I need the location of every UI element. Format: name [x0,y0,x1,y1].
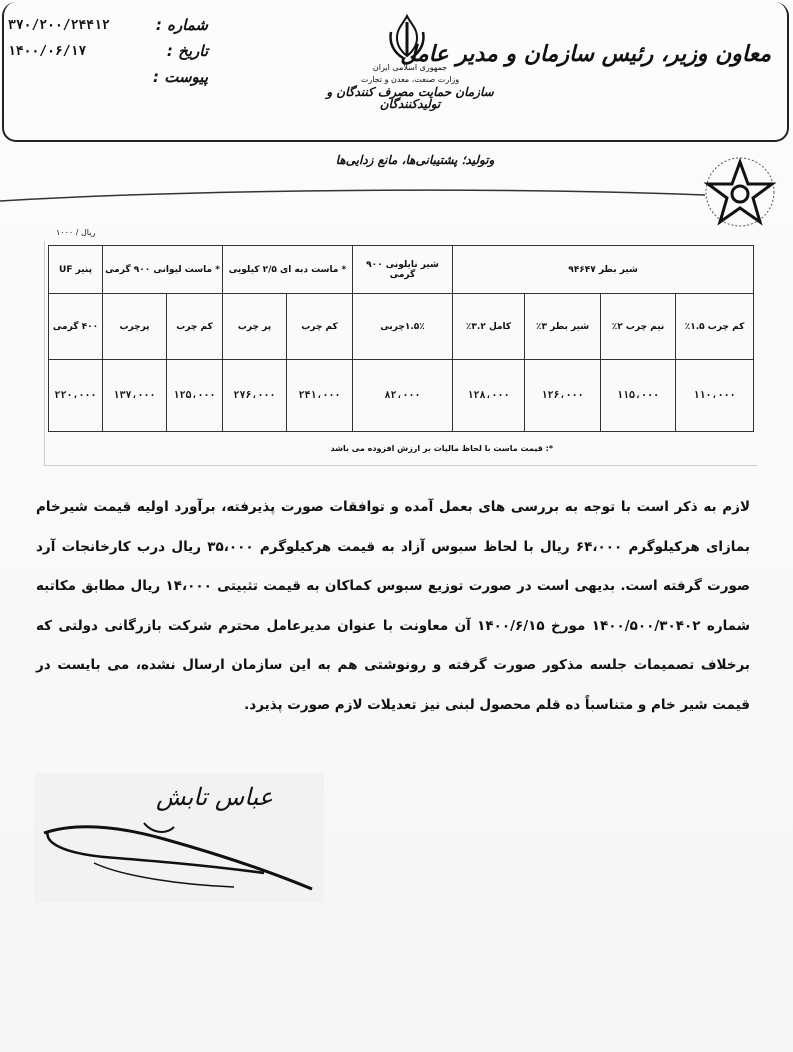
table-sub-header: نیم چرب ۲٪ [601,294,676,360]
handwritten-signature-icon [34,803,324,903]
date-label: تاریخ : [166,42,208,60]
date-value: ۱۴۰۰/۰۶/۱۷ [8,43,87,59]
table-row [49,246,754,294]
table-cell: ۲۴۱،۰۰۰ [287,360,353,432]
table-sub-header: پرچرب [103,294,167,360]
letter-meta [8,12,208,90]
table-sub-header: پر چرب [223,294,287,360]
year-motto: وتولید؛ پشتیبانی‌ها، مانع زدایی‌ها [335,153,495,167]
table-group-header: شیر بطر ۹۴۶۴۷ [453,246,754,294]
ministry-line: جمهوری اسلامی ایران [372,63,448,72]
table-cell: ۱۲۶،۰۰۰ [525,360,601,432]
attachment-label: پیوست : [153,68,208,86]
table-group-header: شیر نایلونی ۹۰۰ گرمی [353,246,453,294]
table-cell: ۱۲۸،۰۰۰ [453,360,525,432]
letter-body: لازم به ذکر است با توجه به بررسی های بعمل آمده و توافقات صورت پذیرفته، برآورد اولیه قیمت شیرخام بمازای هرکیلوگرم ۶۴،۰۰۰ ریال با لحاظ سبوس آزاد به قیمت هرکیلوگرم ۳۵،۰۰۰ ریال درب کارخانجات آرد صورت گرفته است. بدیهی است در صورت توزیع سبوس کماکان به قیمت تثبیتی ۱۴،۰۰۰ ریال مطابق مکاتبه شماره ۱۴۰۰/۵۰۰/۳۰۴۰۲ مورخ ۱۴۰۰/۶/۱۵ آن معاونت با عنوان مدیرعامل محترم شرکت بازرگانی دولتی که برخلاف تصمیمات جلسه مذکور صورت گرفته و رونوشتی هم به این سازمان ارسال نشده، می بایست در قیمت شیر خام و متناسباً ده قلم محصول لبنی نیز تعدیلات لازم صورت پذیرد. [36,499,750,713]
ministry-line: وزارت صنعت، معدن و تجارت [360,75,460,84]
scan-edge-line [0,185,705,205]
dairy-price-table [48,245,754,432]
table-sub-header: کم چرب [287,294,353,360]
signatory-name: عباس تابش [156,783,274,811]
organization-name: سازمان حمایت مصرف کنندگان و تولیدکنندگان [326,85,494,111]
table-unit-note: ریال / ۱۰۰۰ [56,228,96,237]
table-cell: ۲۲۰،۰۰۰ [49,360,103,432]
table-cell: ۲۷۶،۰۰۰ [223,360,287,432]
number-label: شماره : [155,16,208,34]
table-group-header: * ماست دبه ای ۲/۵ کیلویی [223,246,353,294]
table-sub-header: ۴۰۰ گرمی [49,294,103,360]
table-group-header: * ماست لیوانی ۹۰۰ گرمی [103,246,223,294]
number-row [8,12,208,38]
table-cell: ۱۱۵،۰۰۰ [601,360,676,432]
table-sub-header: کم چرب [167,294,223,360]
attachment-row [8,64,208,90]
table-sub-header: کامل ۳.۲٪ [453,294,525,360]
number-value: ۳۷۰/۲۰۰/۲۴۴۱۲ [8,17,110,33]
table-group-header: پنیر UF [49,246,103,294]
table-row [49,360,754,432]
table-sub-header: ۱.۵٪چربی [353,294,453,360]
sender-title: معاون وزیر، رئیس سازمان و مدیر عامل [400,42,771,67]
table-cell: ۸۲،۰۰۰ [353,360,453,432]
date-row [8,38,208,64]
iran-emblem-icon [383,12,431,62]
signature-block [34,773,324,903]
table-cell: ۱۱۰،۰۰۰ [676,360,754,432]
table-sub-header: شیر بطر ۳٪ [525,294,601,360]
table-footnote: *: قیمت ماست با لحاظ مالیات بر ارزش افزوده می باشد [330,444,553,453]
organization-star-logo-icon [700,152,780,232]
ministry-name-block [300,62,520,110]
table-cell: ۱۳۷،۰۰۰ [103,360,167,432]
table-cell: ۱۲۵،۰۰۰ [167,360,223,432]
table-row [49,294,754,360]
table-sub-header: کم چرب ۱.۵٪ [676,294,754,360]
